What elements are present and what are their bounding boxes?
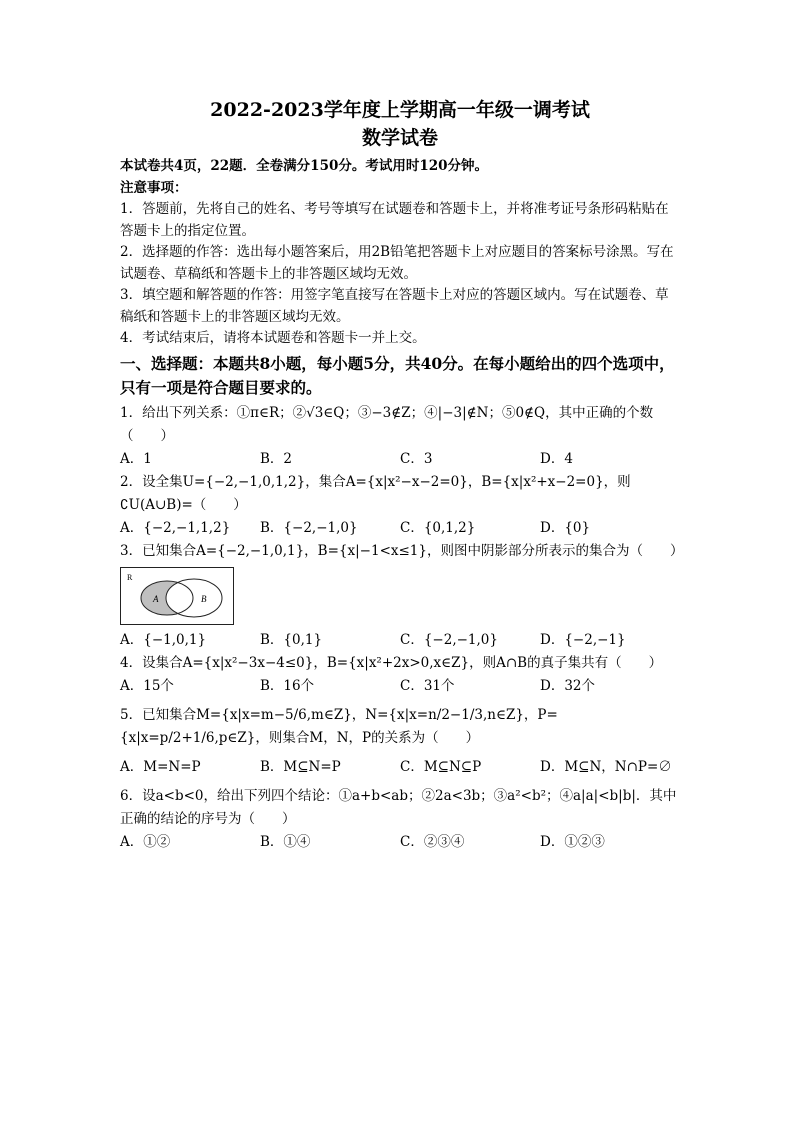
venn-a-label: A: [153, 593, 159, 604]
option-d: D．{0}: [540, 519, 591, 536]
question-3-options: [120, 629, 680, 652]
option-b: B．2: [260, 450, 293, 467]
venn-svg: [121, 568, 233, 624]
option-c: C．{0,1,2}: [400, 519, 476, 536]
option-a: A．{−2,−1,1,2}: [120, 519, 231, 536]
notice-heading: 注意事项：: [120, 179, 188, 196]
question-6: 6．设a<b<0，给出下列四个结论：①a+b<ab；②2a<3b；③a²<b²；④a|a|<b|b|．其中正确的结论的序号为（ ）: [120, 787, 677, 827]
option-a: A．15个: [120, 677, 174, 694]
option-b: B．{0,1}: [260, 631, 323, 648]
option-c: C．M⊆N⊆P: [400, 758, 482, 775]
question-6-options: [120, 831, 680, 854]
question-4-options: [120, 675, 680, 698]
option-d: D．4: [540, 450, 573, 467]
option-c: C．{−2,−1,0}: [400, 631, 498, 648]
option-b: B．{−2,−1,0}: [260, 519, 358, 536]
question-1-options: [120, 448, 680, 471]
option-c: C．②③④: [400, 833, 465, 850]
option-a: A．1: [120, 450, 152, 467]
option-a: A．M=N=P: [120, 758, 201, 775]
notice-item: 4．考试结束后，请将本试题卷和答题卡一并上交。: [120, 330, 426, 346]
option-d: D．{−2,−1}: [540, 631, 626, 648]
option-b: B．①④: [260, 833, 311, 850]
notice-item: 1．答题前，先将自己的姓名、考号等填写在试题卷和答题卡上，并将准考证号条形码粘贴在答题卡上的指定位置。: [120, 201, 669, 239]
option-c: C．3: [400, 450, 433, 467]
question-1: 1．给出下列关系：①π∈R；②√3∈Q；③−3∉Z；④|−3|∉N；⑤0∉Q，其中正确的个数（ ）: [120, 404, 654, 444]
venn-diagram: [120, 567, 234, 625]
question-5-options: [120, 756, 680, 779]
option-d: D．①②③: [540, 833, 605, 850]
option-b: B．16个: [260, 677, 315, 694]
option-a: A．①②: [120, 833, 171, 850]
option-b: B．M⊆N=P: [260, 758, 341, 775]
exam-page: [120, 96, 684, 854]
exam-title: 2022-2023学年度上学期高一年级一调考试: [210, 99, 590, 121]
question-5: 5．已知集合M={x|x=m−5/6,m∈Z}，N={x|x=n/2−1/3,n∈Z}，P={x|x=p/2+1/6,p∈Z}，则集合M，N，P的关系为（ ）: [120, 706, 558, 746]
question-3: 3．已知集合A={−2,−1,0,1}，B={x|−1<x≤1}，则图中阴影部分所表示的集合为（ ）: [120, 542, 684, 559]
section-heading: 一、选择题：本题共8小题，每小题5分，共40分。在每小题给出的四个选项中，只有一项是符合题目要求的。: [120, 353, 675, 397]
option-d: D．M⊆N，N∩P=∅: [540, 758, 672, 775]
question-2: 2．设全集U={−2,−1,0,1,2}，集合A={x|x²−x−2=0}，B={x|x²+x−2=0}，则∁U(A∪B)=（ ）: [120, 473, 631, 513]
question-4: 4．设集合A={x|x²−3x−4≤0}，B={x|x²+2x>0,x∈Z}，则A∩B的真子集共有（ ）: [120, 654, 663, 671]
option-a: A．{−1,0,1}: [120, 631, 207, 648]
notice-item: 2．选择题的作答：选出每小题答案后，用2B铅笔把答题卡上对应题目的答案标号涂黑。写在试题卷、草稿纸和答题卡上的非答题区域均无效。: [120, 244, 674, 282]
option-d: D．32个: [540, 677, 596, 694]
exam-intro: 本试卷共4页，22题．全卷满分150分。考试用时120分钟。: [120, 158, 489, 174]
exam-subtitle: 数学试卷: [361, 127, 438, 149]
option-c: C．31个: [400, 677, 455, 694]
question-2-options: [120, 517, 680, 540]
venn-universe-label: R: [127, 572, 133, 582]
venn-b-label: B: [201, 593, 207, 604]
notice-item: 3．填空题和解答题的作答：用签字笔直接写在答题卡上对应的答题区域内。写在试题卷、草稿纸和答题卡上的非答题区域均无效。: [120, 287, 669, 325]
